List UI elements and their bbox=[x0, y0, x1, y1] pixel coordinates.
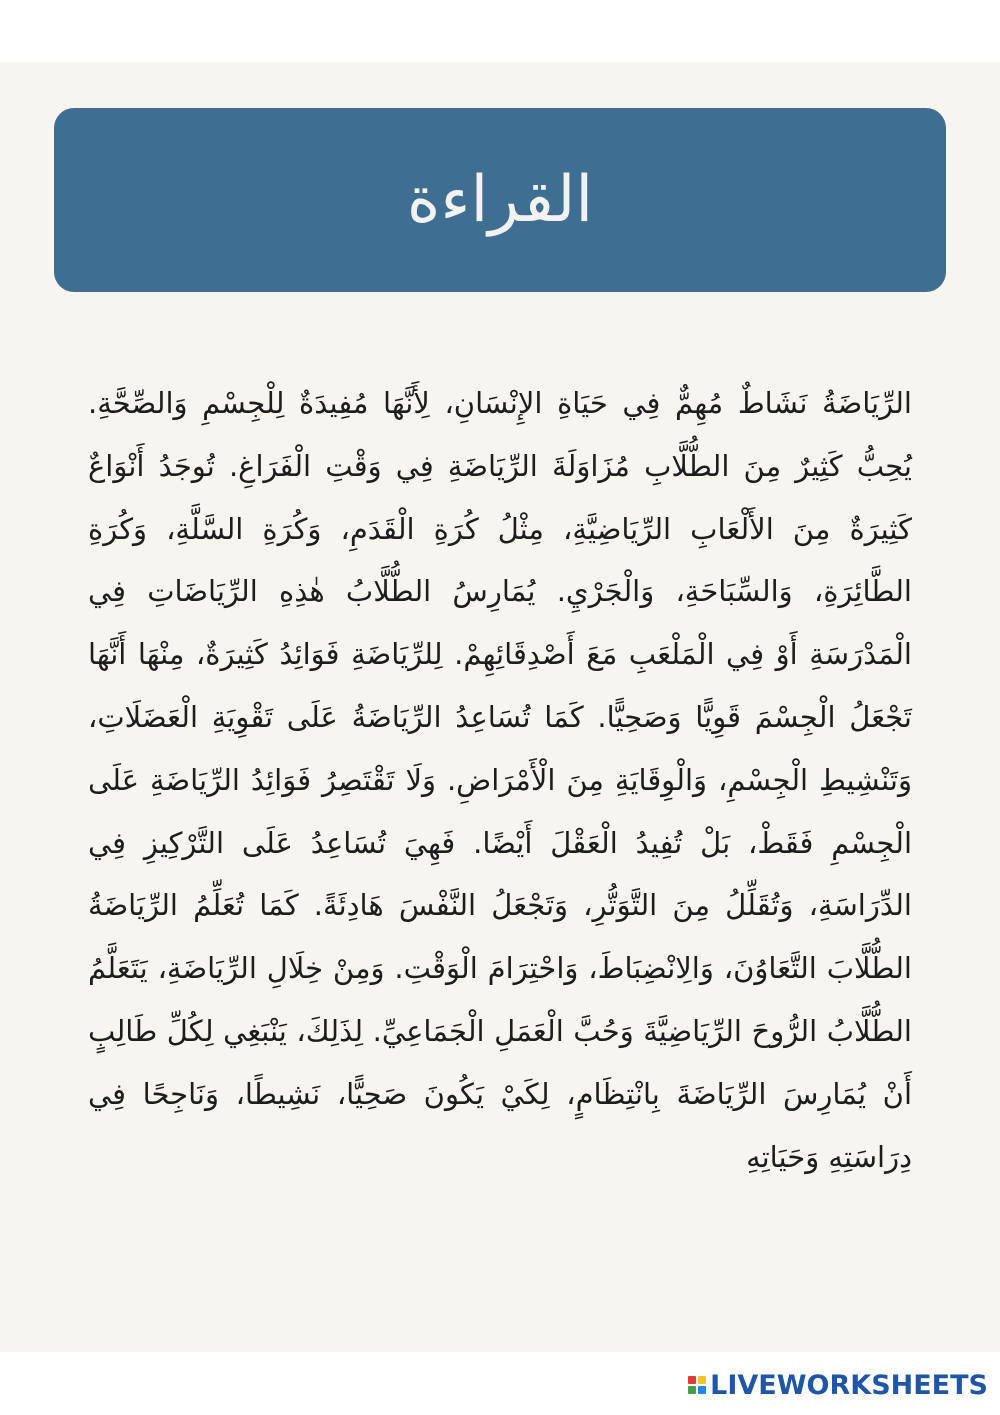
liveworksheets-logo-icon bbox=[688, 1376, 706, 1394]
brand-name: LIVEWORKSHEETS bbox=[710, 1369, 988, 1401]
title-banner bbox=[54, 108, 946, 292]
liveworksheets-footer[interactable] bbox=[688, 1365, 988, 1405]
reading-paragraph: الرِّيَاضَةُ نَشَاطٌ مُهِمٌّ فِي حَيَاةِ الإِنْسَانِ، لِأَنَّهَا مُفِيدَةٌ لِلْجِسْمِ وَالصِّحَّةِ. يُحِبُّ كَثِيرٌ مِنَ الطُّلَّابِ مُزَاوَلَةَ الرِّيَاضَةِ فِي وَقْتِ الْفَرَاغِ. تُوجَدُ أَنْوَاعٌ كَثِيرَةٌ مِنَ الأَلْعَابِ الرِّيَاضِيَّةِ، مِثْلُ كُرَةِ الْقَدَمِ، وَكُرَةِ السَّلَّةِ، وَكُرَةِ الطَّائِرَةِ، وَالسِّبَاحَةِ، وَالْجَرْيِ. يُمَارِسُ الطُّلَّابُ هٰذِهِ الرِّيَاضَاتِ فِي الْمَدْرَسَةِ أَوْ فِي الْمَلْعَبِ مَعَ أَصْدِقَائِهِمْ. لِلرِّيَاضَةِ فَوَائِدُ كَثِيرَةٌ، مِنْهَا أَنَّهَا تَجْعَلُ الْجِسْمَ قَوِيًّا وَصَحِيًّا. كَمَا تُسَاعِدُ الرِّيَاضَةُ عَلَى تَقْوِيَةِ الْعَضَلَاتِ، وَتَنْشِيطِ الْجِسْمِ، وَالْوِقَايَةِ مِنَ الْأَمْرَاضِ. وَلَا تَقْتَصِرُ فَوَائِدُ الرِّيَاضَةِ عَلَى الْجِسْمِ فَقَطْ، بَلْ تُفِيدُ الْعَقْلَ أَيْضًا. فَهِيَ تُسَاعِدُ عَلَى التَّرْكِيزِ فِي الدِّرَاسَةِ، وَتُقَلِّلُ مِنَ التَّوَتُّرِ، وَتَجْعَلُ النَّفْسَ هَادِئَةً. كَمَا تُعَلِّمُ الرِّيَاضَةُ الطُّلَّابَ التَّعَاوُنَ، وَالِانْضِبَاطَ، وَاحْتِرَامَ الْوَقْتِ. وَمِنْ خِلَالِ الرِّيَاضَةِ، يَتَعَلَّمُ الطُّلَّابُ الرُّوحَ الرِّيَاضِيَّةَ وَحُبَّ الْعَمَلِ الْجَمَاعِيِّ. لِذَلِكَ، يَنْبَغِي لِكُلِّ طَالِبٍ أَنْ يُمَارِسَ الرِّيَاضَةَ بِانْتِظَامٍ، لِكَيْ يَكُونَ صَحِيًّا، نَشِيطًا، وَنَاجِحًا فِي دِرَاسَتِهِ وَحَيَاتِهِ bbox=[88, 386, 912, 1174]
page-title: القراءة bbox=[406, 163, 594, 237]
worksheet-page bbox=[0, 62, 1000, 1352]
